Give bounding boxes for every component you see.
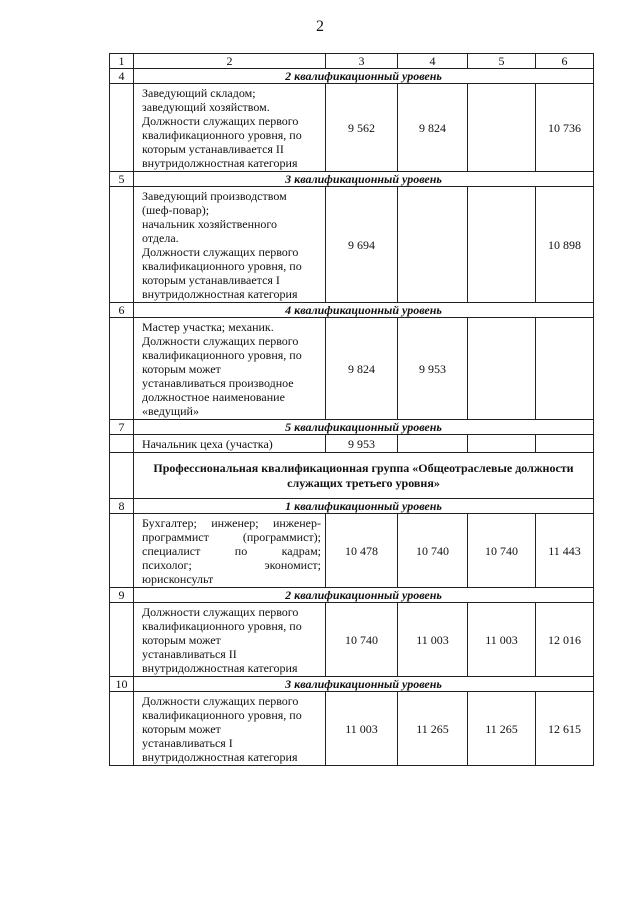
table-row <box>110 692 594 766</box>
salary-value: 11 003 <box>398 603 468 677</box>
description-line: которым может <box>142 633 221 647</box>
salary-value: 9 694 <box>326 187 398 303</box>
group-row <box>110 453 594 499</box>
description-line: которым может <box>142 362 221 376</box>
description-line: внутридолжностная категория <box>142 156 298 170</box>
level-title: 4 квалификационный уровень <box>134 303 594 318</box>
description-line: устанавливаться II <box>142 647 237 661</box>
description-line: Должности служащих первого <box>142 114 299 128</box>
salary-table <box>109 53 594 766</box>
level-title: 2 квалификационный уровень <box>134 69 594 84</box>
description-line: отдела. <box>142 231 179 245</box>
table-row <box>110 603 594 677</box>
description-line: (шеф-повар); <box>142 203 210 217</box>
header-cell: 1 <box>110 54 134 69</box>
position-description <box>134 187 326 303</box>
level-title: 1 квалификационный уровень <box>134 499 594 514</box>
empty-cell <box>110 514 134 588</box>
row-number: 6 <box>110 303 134 318</box>
level-row <box>110 588 594 603</box>
table-row <box>110 187 594 303</box>
salary-value <box>468 84 536 172</box>
description-line: устанавливаться производное <box>142 376 294 390</box>
table-row <box>110 318 594 420</box>
salary-value: 11 265 <box>468 692 536 766</box>
empty-cell <box>110 692 134 766</box>
position-description <box>134 603 326 677</box>
header-row <box>110 54 594 69</box>
empty-cell <box>110 453 134 499</box>
level-row <box>110 303 594 318</box>
description-line: Мастер участка; механик. <box>142 320 274 334</box>
empty-cell <box>110 187 134 303</box>
row-number: 8 <box>110 499 134 514</box>
group-title: Профессиональная квалификационная группа «Общеотраслевые должности служащих третьего уровня» <box>134 453 594 499</box>
description-line: которым устанавливается I <box>142 273 280 287</box>
page-number: 2 <box>316 18 324 35</box>
level-title: 3 квалификационный уровень <box>134 172 594 187</box>
description-line: внутридолжностная категория <box>142 750 298 764</box>
salary-value: 12 016 <box>536 603 594 677</box>
salary-value <box>398 435 468 453</box>
salary-value: 9 562 <box>326 84 398 172</box>
description-line: Начальник цеха (участка) <box>142 437 273 451</box>
level-row <box>110 420 594 435</box>
description-line: Должности служащих первого <box>142 245 299 259</box>
position-description <box>134 514 326 588</box>
position-description <box>134 84 326 172</box>
position-description <box>134 435 326 453</box>
salary-value: 9 824 <box>398 84 468 172</box>
empty-cell <box>110 603 134 677</box>
level-row <box>110 69 594 84</box>
salary-value: 11 003 <box>326 692 398 766</box>
header-cell: 3 <box>326 54 398 69</box>
salary-value: 11 443 <box>536 514 594 588</box>
salary-value <box>536 435 594 453</box>
description-line: которым может <box>142 722 221 736</box>
description-line: которым устанавливается II <box>142 142 284 156</box>
description-line: Заведующий складом; <box>142 86 256 100</box>
description-line: внутридолжностная категория <box>142 661 298 675</box>
description-line: Бухгалтер; инженер; инженер- <box>142 516 321 530</box>
table-row <box>110 514 594 588</box>
salary-value <box>468 435 536 453</box>
salary-value: 10 740 <box>468 514 536 588</box>
header-cell: 4 <box>398 54 468 69</box>
description-line: специалист по кадрам; <box>142 544 321 558</box>
salary-value: 9 953 <box>398 318 468 420</box>
description-line: внутридолжностная категория <box>142 287 298 301</box>
description-line: юрисконсульт <box>142 572 214 586</box>
header-cell: 5 <box>468 54 536 69</box>
salary-value: 9 953 <box>326 435 398 453</box>
description-line: психолог; экономист; <box>142 558 321 572</box>
description-line: Должности служащих первого <box>142 334 299 348</box>
salary-value: 10 478 <box>326 514 398 588</box>
level-title: 2 квалификационный уровень <box>134 588 594 603</box>
level-title: 3 квалификационный уровень <box>134 677 594 692</box>
level-title: 5 квалификационный уровень <box>134 420 594 435</box>
row-number: 4 <box>110 69 134 84</box>
position-description <box>134 692 326 766</box>
row-number: 5 <box>110 172 134 187</box>
description-line: программист (программист); <box>142 530 321 544</box>
header-cell: 2 <box>134 54 326 69</box>
row-number: 10 <box>110 677 134 692</box>
description-line: Заведующий производством <box>142 189 287 203</box>
salary-value: 10 736 <box>536 84 594 172</box>
empty-cell <box>110 435 134 453</box>
position-description <box>134 318 326 420</box>
empty-cell <box>110 318 134 420</box>
description-line: Должности служащих первого <box>142 694 299 708</box>
header-cell: 6 <box>536 54 594 69</box>
salary-value <box>468 318 536 420</box>
level-row <box>110 677 594 692</box>
description-line: заведующий хозяйством. <box>142 100 270 114</box>
description-line: начальник хозяйственного <box>142 217 278 231</box>
description-line: «ведущий» <box>142 404 199 418</box>
description-line: квалификационного уровня, по <box>142 259 302 273</box>
salary-value: 12 615 <box>536 692 594 766</box>
salary-value: 9 824 <box>326 318 398 420</box>
salary-value <box>398 187 468 303</box>
description-line: квалификационного уровня, по <box>142 708 302 722</box>
description-line: устанавливаться I <box>142 736 233 750</box>
salary-value: 10 740 <box>326 603 398 677</box>
row-number: 7 <box>110 420 134 435</box>
description-line: Должности служащих первого <box>142 605 299 619</box>
table-row <box>110 435 594 453</box>
description-line: квалификационного уровня, по <box>142 348 302 362</box>
description-line: квалификационного уровня, по <box>142 128 302 142</box>
salary-value: 11 003 <box>468 603 536 677</box>
level-row <box>110 499 594 514</box>
empty-cell <box>110 84 134 172</box>
salary-value <box>536 318 594 420</box>
salary-value <box>468 187 536 303</box>
salary-value: 10 898 <box>536 187 594 303</box>
description-line: должностное наименование <box>142 390 285 404</box>
description-line: квалификационного уровня, по <box>142 619 302 633</box>
salary-value: 11 265 <box>398 692 468 766</box>
level-row <box>110 172 594 187</box>
salary-value: 10 740 <box>398 514 468 588</box>
table-row <box>110 84 594 172</box>
row-number: 9 <box>110 588 134 603</box>
